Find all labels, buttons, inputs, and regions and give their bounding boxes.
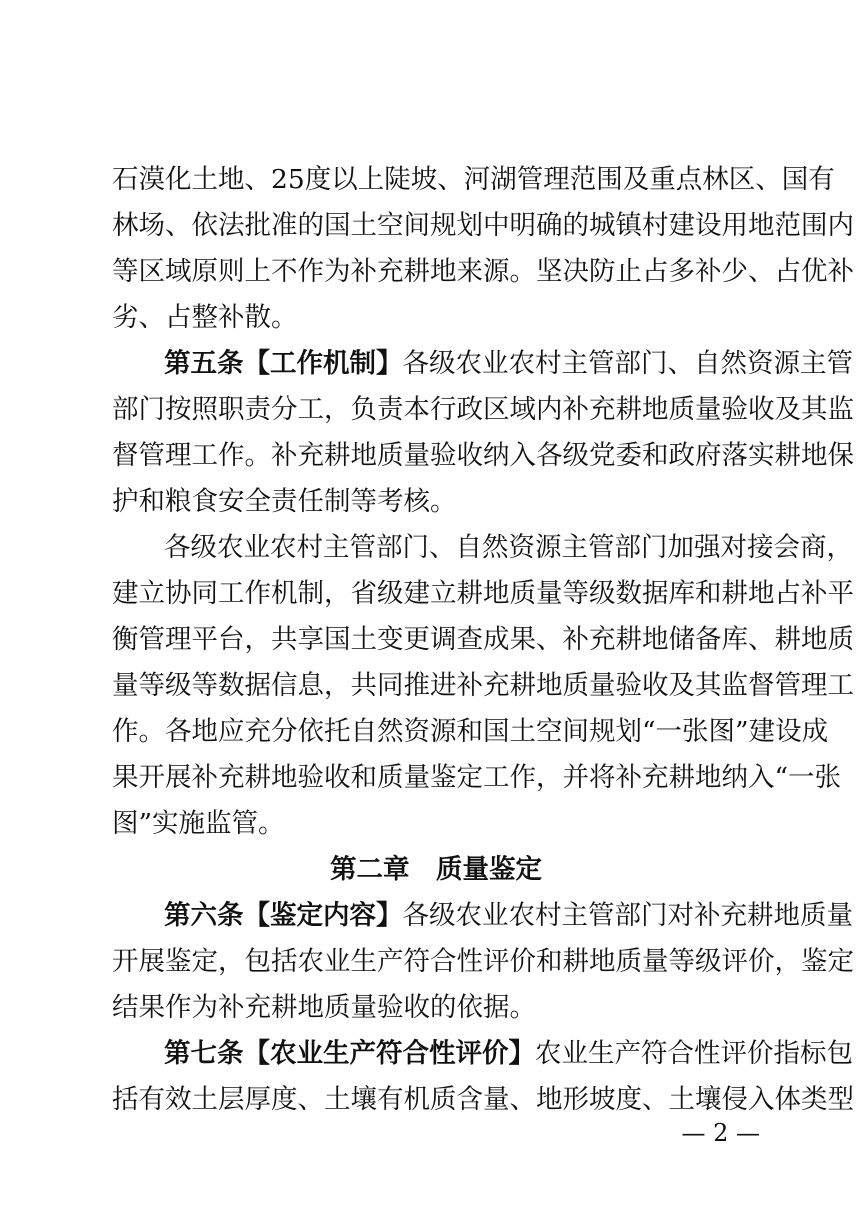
text-line: 劣、占整补散。 <box>112 302 298 333</box>
article-6-first-line <box>164 894 853 938</box>
text-line: 括有效土层厚度、土壤有机质含量、地形坡度、土壤侵入体类型 <box>112 1084 854 1115</box>
text-line: 等区域原则上不作为补充耕地来源。坚决防止占多补少、占优补 <box>112 256 854 287</box>
text-line: 护和粮食安全责任制等考核。 <box>112 486 457 517</box>
article-5-first-line <box>164 342 853 386</box>
text-line: 开展鉴定，包括农业生产符合性评价和耕地质量等级评价，鉴定 <box>112 946 854 977</box>
article-5-heading: 第五条【工作机制】 <box>164 348 403 379</box>
article-6-heading: 第六条【鉴定内容】 <box>164 900 403 931</box>
text-line: 图”实施监管。 <box>112 808 285 839</box>
article-7-first-line <box>164 1032 853 1076</box>
text-line: 作。各地应充分依托自然资源和国土空间规划“一张图”建设成 <box>112 716 829 747</box>
text-line: 建立协同工作机制，省级建立耕地质量等级数据库和耕地占补平 <box>112 578 854 609</box>
text-line: 林场、依法批准的国土空间规划中明确的城镇村建设用地范围内 <box>112 210 854 241</box>
chapter-heading: 第二章 质量鉴定 <box>330 854 542 885</box>
text-line: 石漠化土地、25度以上陡坡、河湖管理范围及重点林区、国有 <box>112 164 835 195</box>
page-number: — 2 — <box>681 1119 760 1147</box>
text-line: 部门按照职责分工，负责本行政区域内补充耕地质量验收及其监 <box>112 394 854 425</box>
article-5-text: 各级农业农村主管部门、自然资源主管 <box>402 348 853 379</box>
article-6-text: 各级农业农村主管部门对补充耕地质量 <box>402 900 853 931</box>
article-7-heading: 第七条【农业生产符合性评价】 <box>164 1038 535 1069</box>
text-line: 衡管理平台，共享国土变更调查成果、补充耕地储备库、耕地质 <box>112 624 854 655</box>
text-line: 各级农业农村主管部门、自然资源主管部门加强对接会商， <box>164 532 853 563</box>
text-line: 督管理工作。补充耕地质量验收纳入各级党委和政府落实耕地保 <box>112 440 854 471</box>
article-7-text: 农业生产符合性评价指标包 <box>535 1038 853 1069</box>
text-line: 果开展补充耕地验收和质量鉴定工作，并将补充耕地纳入“一张 <box>112 762 842 793</box>
text-line: 结果作为补充耕地质量验收的依据。 <box>112 992 536 1023</box>
text-line: 量等级等数据信息，共同推进补充耕地质量验收及其监督管理工 <box>112 670 854 701</box>
